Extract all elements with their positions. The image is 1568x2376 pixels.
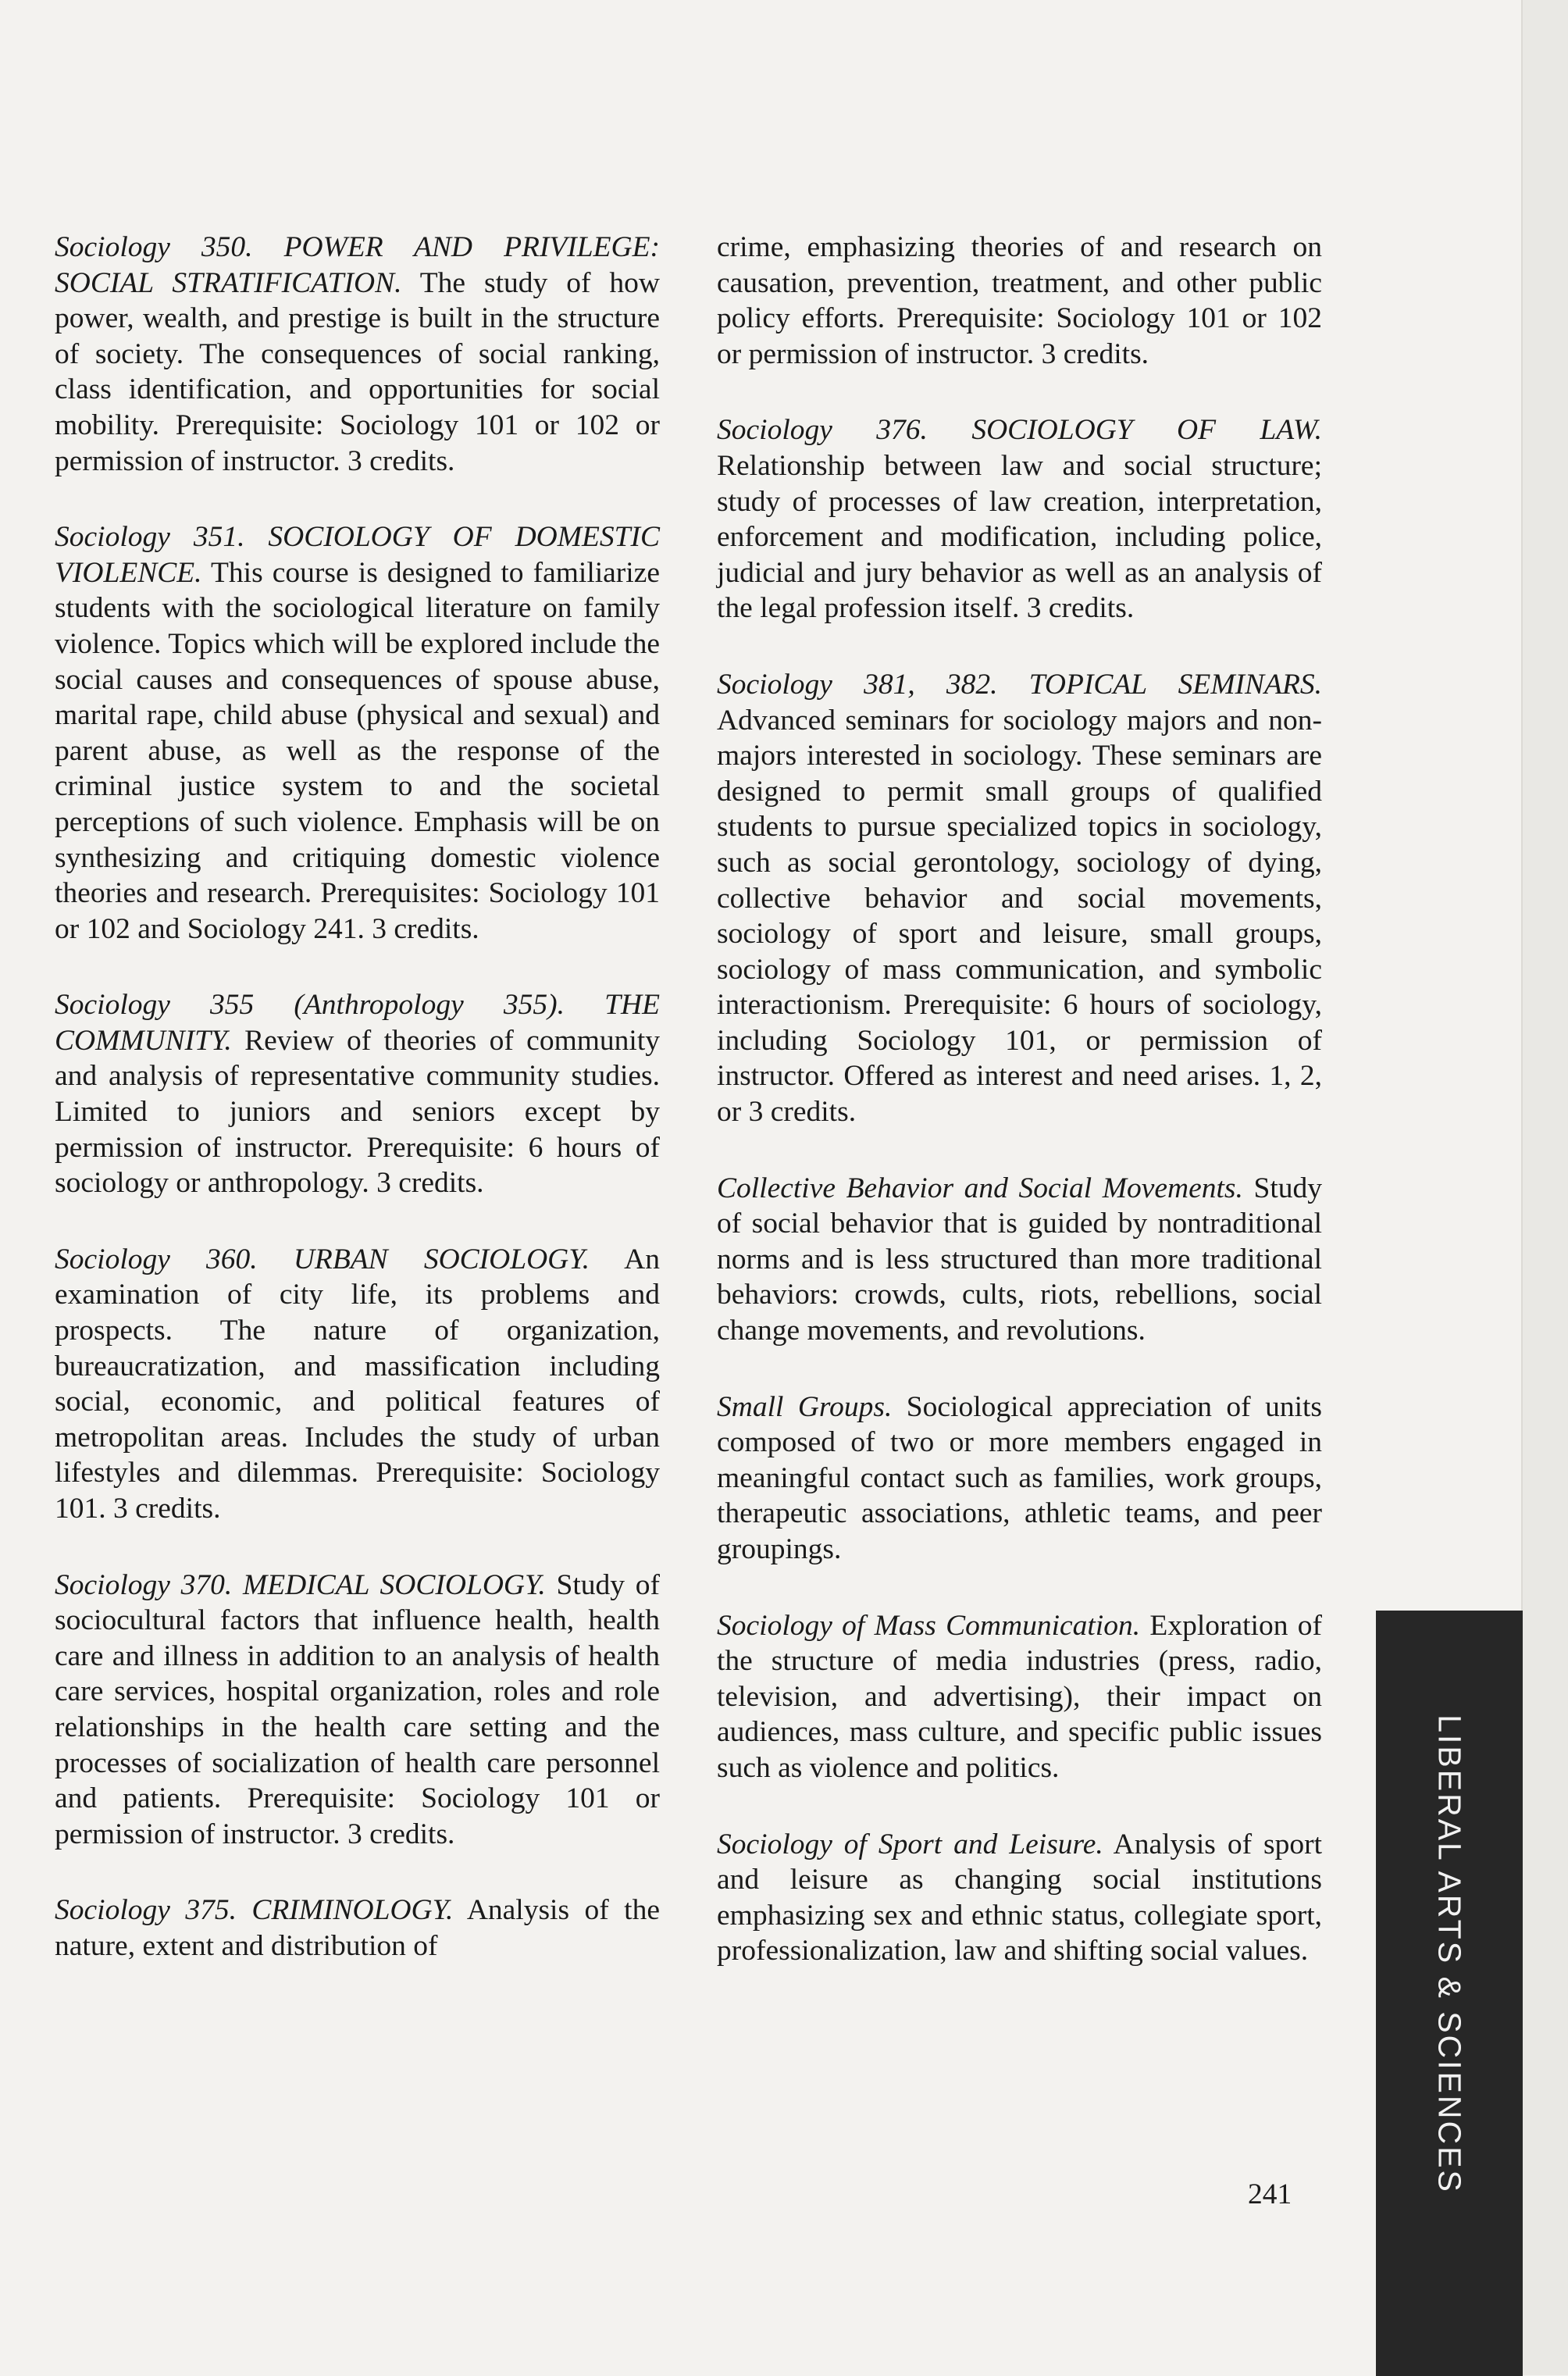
course-entry-sociology-375-continued [717,230,1322,372]
seminar-topic-mass-communication [717,1608,1322,1786]
course-entry-sociology-360 [55,1242,660,1527]
course-number: Sociology 376. [717,414,928,447]
course-entry-sociology-375 [55,1893,660,1964]
course-description: Review of theories of community and analysis of representative community studies. Limited to juniors and seniors except by permission of instructor. Prerequisite: 6 hours of sociology or anthropology. 3 credits. [55,1024,660,1200]
seminar-topic-sport-and-leisure [717,1827,1322,1969]
section-side-tab [1376,1611,1523,2376]
course-title: THE COMMUNITY. [55,989,661,1057]
course-title: SOCIOLOGY OF DOMESTIC VIOLENCE. [55,521,660,589]
right-column [717,230,1322,2010]
course-number: Sociology 350. [55,231,253,263]
topic-name: Small Groups. [717,1390,893,1423]
course-description: crime, emphasizing theories of and research on causation, prevention, treatment, and other public policy efforts. Prerequisite: Sociology 101 or 102 or permission of instructor. 3 credits. [717,231,1322,370]
course-title: URBAN SOCIOLOGY. [293,1243,590,1275]
topic-description: Sociological appreciation of units composed of two or more members engaged in meaningful contact such as families, work groups, therapeutic associations, athletic teams, and peer groupings. [717,1390,1323,1565]
course-number: Sociology 370. [55,1568,233,1601]
course-number: Sociology 360. [55,1243,258,1275]
course-entry-sociology-381-382 [717,667,1322,1130]
left-column [55,230,660,2005]
course-description: Advanced seminars for sociology majors and non-majors interested in sociology. These seminars are designed to permit small groups of qualified students to pursue specialized topics in sociology, such as social gerontology, sociology of dying, collective behavior and social movements, sociology of sport and leisure, small groups, sociology of mass communication, and symbolic interactionism. Prerequisite: 6 hours of sociology, including Sociology 101, or permission of instructor. Offered as interest and need arises. 1, 2, or 3 credits. [717,704,1322,1129]
course-entry-sociology-355 [55,987,660,1201]
course-number: Sociology 381, 382. [717,668,998,701]
course-number: Sociology 375. [55,1894,237,1927]
course-number: Sociology 355 (Anthropology 355). [55,989,565,1022]
page-number: 241 [1248,2178,1292,2210]
seminar-topic-collective-behavior [717,1171,1322,1349]
side-tab-label: LIBERAL ARTS & SCIENCES [1431,1714,1468,2194]
course-title: CRIMINOLOGY. [251,1894,454,1927]
seminar-topic-small-groups [717,1390,1322,1568]
course-description: The study of how power, wealth, and prestige is built in the structure of society. The consequences of social ranking, class identification, and opportunities for social mobility. Prerequisite: Sociology 101 or 102 or permission of instructor. 3 credits. [55,266,660,477]
topic-description: Analysis of sport and leisure as changing social institutions emphasizing sex and ethnic status, collegiate sport, professionalization, law and shifting social values. [717,1828,1322,1968]
course-description: Analysis of the nature, extent and distribution of [55,1894,660,1962]
course-title: TOPICAL SEMINARS. [1028,668,1322,701]
topic-description: Study of social behavior that is guided by nontraditional norms and is less structured than more traditional behaviors: crowds, cults, riots, rebellions, social change movements, and revolutions. [717,1172,1323,1347]
course-title: POWER AND PRIVILEGE: SOCIAL STRATIFICATION. [55,231,660,299]
course-entry-sociology-376 [717,412,1322,626]
course-number: Sociology 351. [55,521,245,554]
course-entry-sociology-370 [55,1568,660,1853]
topic-name: Collective Behavior and Social Movements. [717,1172,1243,1204]
course-description: An examination of city life, its problems and prospects. The nature of organization, bureaucratization, and massification including social, economic, and political features of metropolitan areas. Includes the study of urban lifestyles and dilemmas. Prerequisite: Sociology 101. 3 credits. [55,1243,660,1525]
course-title: MEDICAL SOCIOLOGY. [243,1568,546,1601]
topic-name: Sociology of Sport and Leisure. [717,1828,1103,1860]
course-description: Relationship between law and social structure; study of processes of law creation, interpretation, enforcement and modification, including police, judicial and jury behavior as well as an analysis of the legal profession itself. 3 credits. [717,449,1322,625]
course-entry-sociology-350 [55,230,660,479]
topic-name: Sociology of Mass Communication. [717,1609,1141,1642]
page-edge [1521,0,1568,2375]
course-description: Study of sociocultural factors that influence health, health care and illness in addition to an analysis of health care services, hospital organization, roles and role relationships in the health care setting and the processes of socialization of health care personnel and patients. Prerequisite: Sociology 101 or permission of instructor. 3 credits. [55,1568,661,1850]
topic-description: Exploration of the structure of media industries (press, radio, television, and advertising), their impact on audiences, mass culture, and specific public issues such as violence and politics. [717,1609,1322,1784]
course-description: This course is designed to familiarize students with the sociological literature on family violence. Topics which will be explored include the social causes and consequences of spouse abuse, marital rape, child abuse (physical and sexual) and parent abuse, as well as the response of the criminal justice system to and the societal perceptions of such violence. Emphasis will be on synthesizing and critiquing domestic violence theories and research. Prerequisites: Sociology 101 or 102 and Sociology 241. 3 credits. [55,556,661,945]
course-entry-sociology-351 [55,519,660,947]
course-title: SOCIOLOGY OF LAW. [971,414,1322,447]
